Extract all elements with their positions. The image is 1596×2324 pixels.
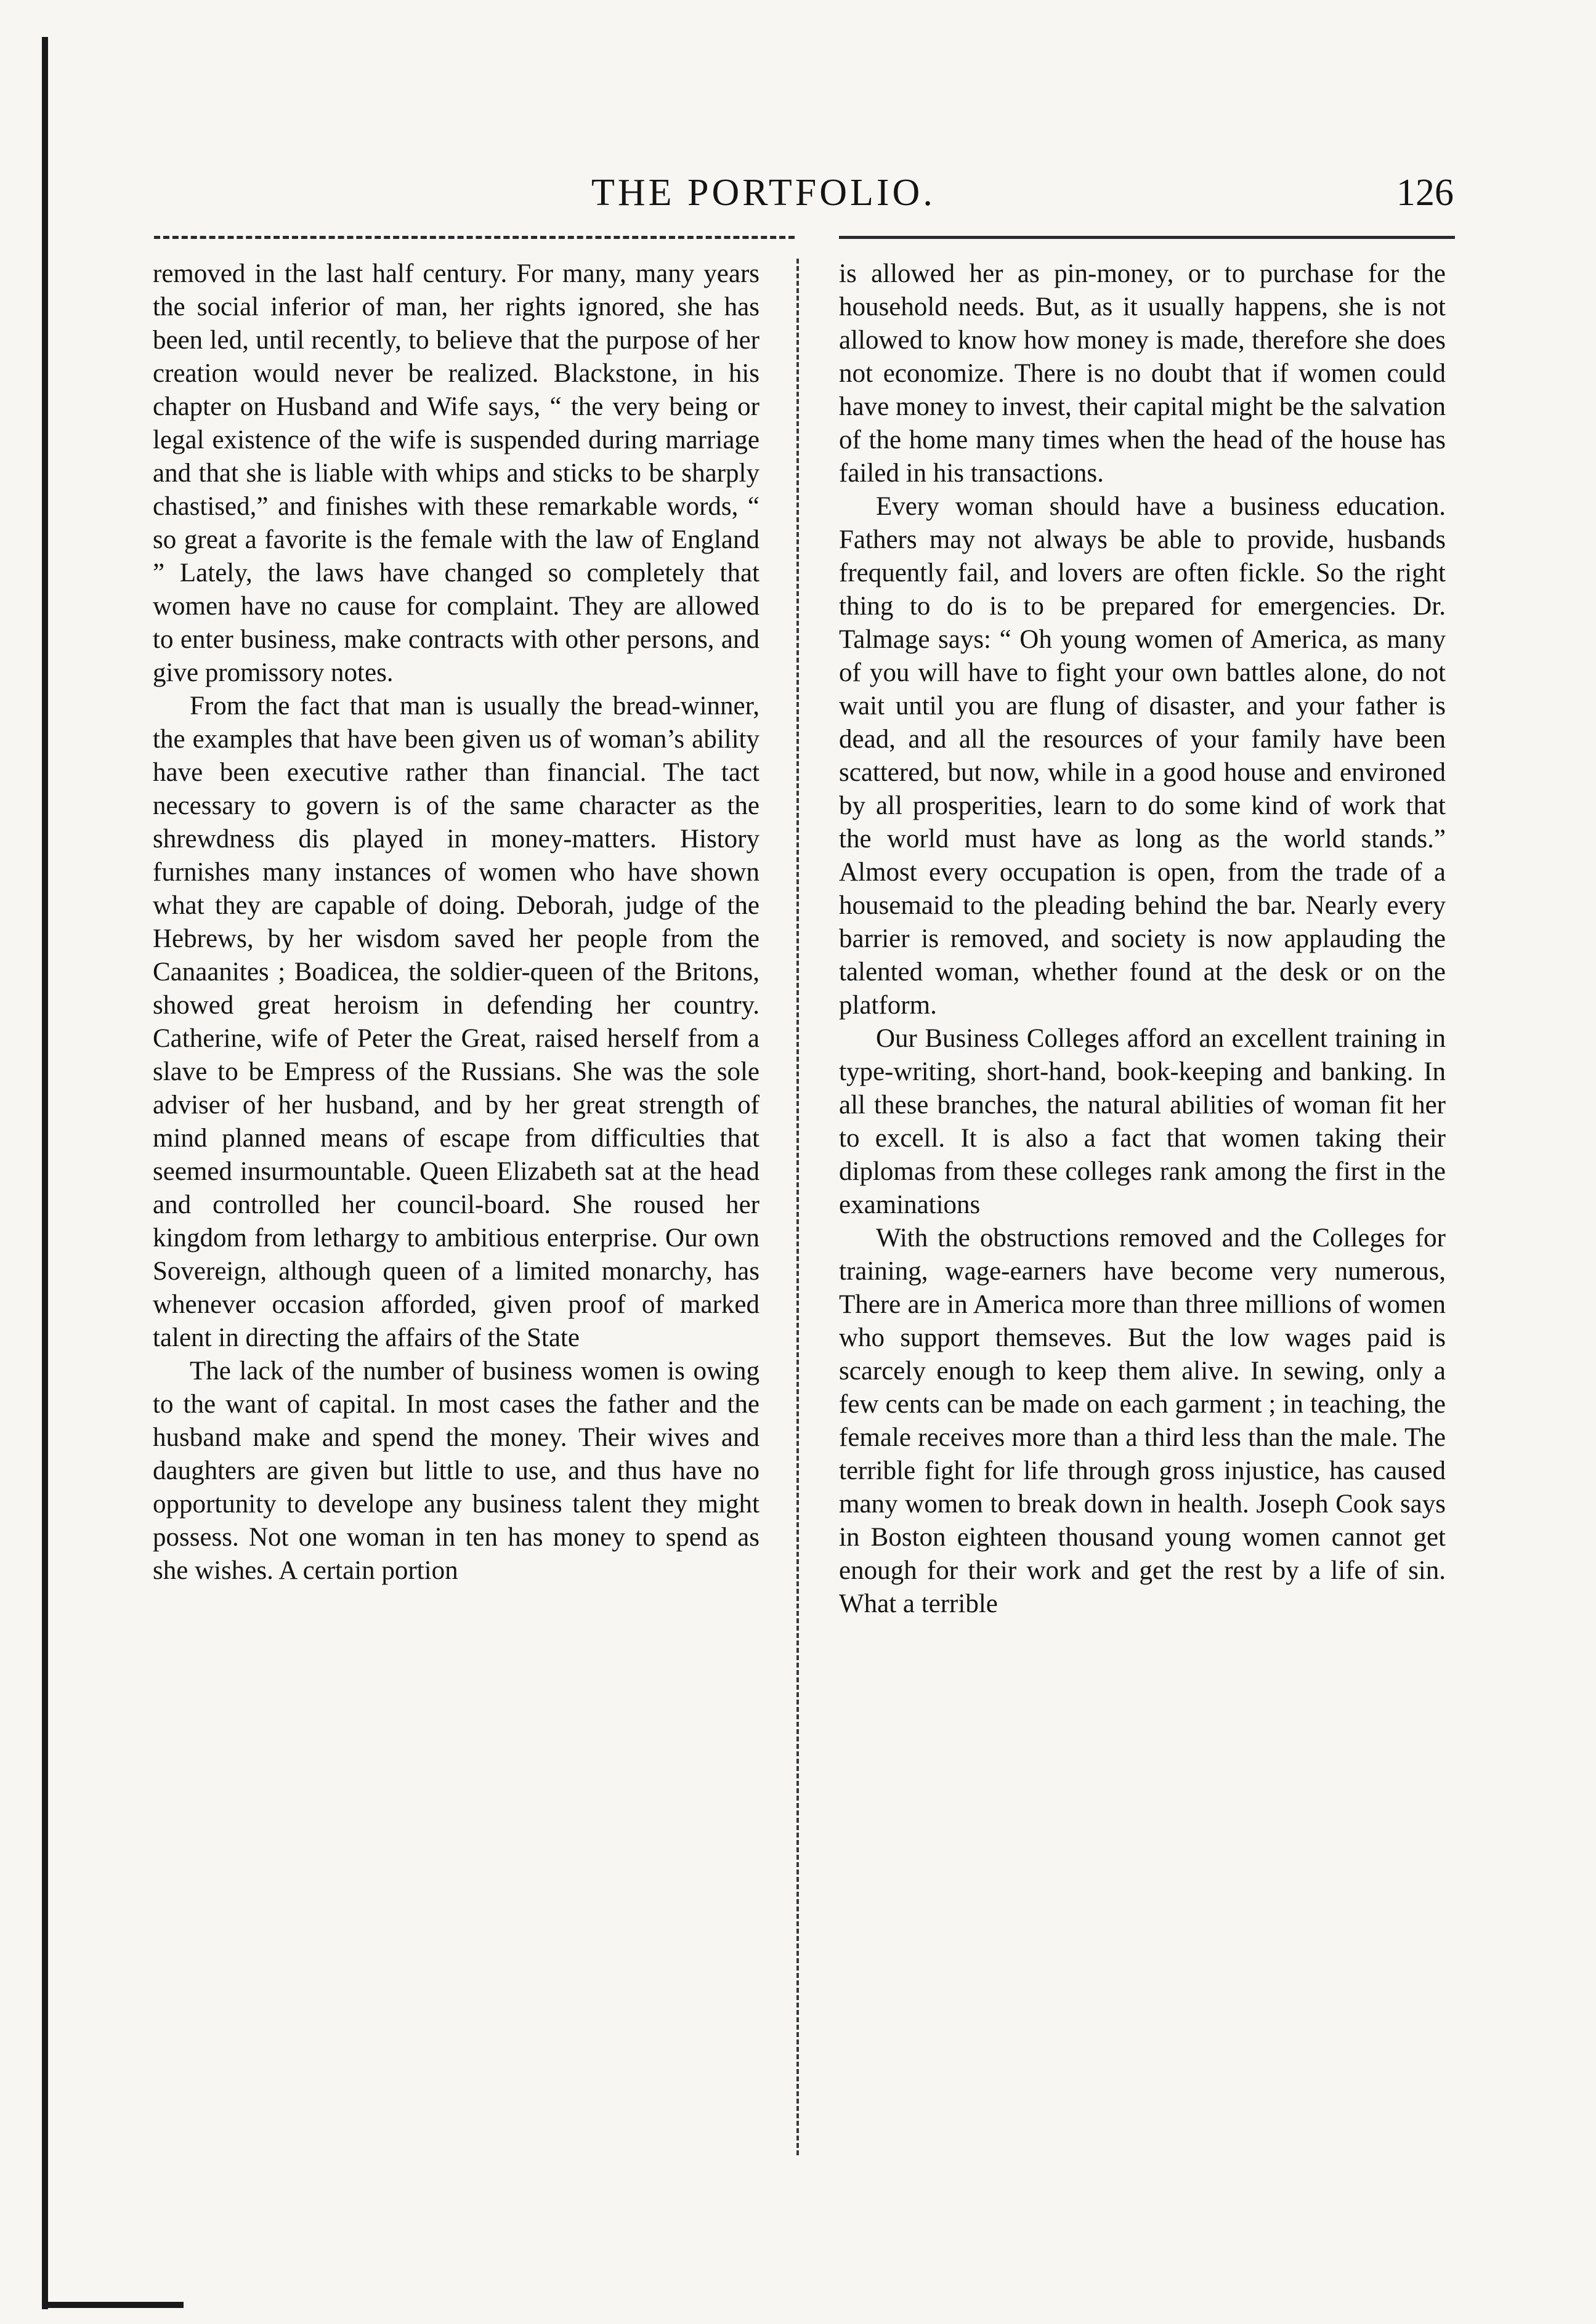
paragraph: removed in the last half century. For many, many years the social inferior of man, her rights ignored, she has been led, until recently, to believe that the purpose of her creation would never be realized. Blackstone, in his chapter on Husband and Wife says, “ the very being or legal existence of the wife is suspended during marriage and that she is liable with whips and sticks to be sharply chastised,” and finishes with these remarkable words, “ so great a favorite is the female with the law of England ” Lately, the laws have changed so completely that women have no cause for complaint. They are allowed to enter business, make contracts with other persons, and give promissory notes. [153, 259, 760, 687]
paragraph: is allowed her as pin-money, or to purchase for the household needs. But, as it usually happens, she is not allowed to know how money is made, therefore she does not economize. There is no doubt that if women could have money to invest, their capital might be the salvation of the home many times when the head of the house has failed in his transactions. [839, 259, 1446, 488]
page-number: 126 [1396, 172, 1454, 214]
scan-edge-corner [42, 2302, 184, 2308]
scan-edge-line [42, 37, 48, 2309]
header-rule-left [154, 236, 795, 239]
paragraph: Our Business Colleges afford an excellent training in type-writing, short-hand, book-keeping and banking. In all these branches, the natural abilities of woman fit her to excell. It is also a fact that women taking their diplomas from these colleges rank among the first in the examinations [839, 1024, 1446, 1219]
paragraph: The lack of the number of business women is owing to the want of capital. In most cases the father and the husband make and spend the money. Their wives and daughters are given but little to use, and thus have no opportunity to develope any business talent they might possess. Not one woman in ten has money to spend as she wishes. A certain portion [153, 1357, 760, 1585]
header-rule-right [839, 236, 1455, 239]
running-header-title: THE PORTFOLIO. [591, 172, 936, 214]
text-column-left [153, 257, 760, 2185]
paragraph: With the obstructions removed and the Colleges for training, wage-earners have become very numerous, There are in America more than three millions of women who support themseves. But the low wages paid is scarcely enough to keep them alive. In sewing, only a few cents can be made on each garment ; in teaching, the female receives more than a third less than the male. The terrible fight for life through gross injustice, has caused many women to break down in health. Joseph Cook says in Boston eighteen thousand young women cannot get enough for their work and get the rest by a life of sin. What a terrible [839, 1224, 1446, 1618]
paragraph: From the fact that man is usually the bread-winner, the examples that have been given us of woman’s ability have been executive rather than financial. The tact necessary to govern is of the same character as the shrewdness dis played in money-matters. History furnishes many instances of women who have shown what they are capable of doing. Deborah, judge of the Hebrews, by her wisdom saved her people from the Canaanites ; Boadicea, the soldier-queen of the Britons, showed great heroism in defending her country. Catherine, wife of Peter the Great, raised herself from a slave to be Empress of the Russians. She was the sole adviser of her husband, and by her great strength of mind planned means of escape from difficulties that seemed insurmountable. Queen Elizabeth sat at the head and controlled her council-board. She roused her kingdom from lethargy to ambitious enterprise. Our own Sovereign, although queen of a limited monarchy, has whenever occasion afforded, given proof of marked talent in directing the affairs of the State [153, 692, 760, 1352]
column-divider [796, 259, 799, 2155]
paragraph: Every woman should have a business education. Fathers may not always be able to provide, husbands frequently fail, and lovers are often fickle. So the right thing to do is to be prepared for emergencies. Dr. Talmage says: “ Oh young women of America, as many of you will have to fight your own battles alone, do not wait until you are flung of disaster, and your father is dead, and all the resources of your family have been scattered, but now, while in a good house and environed by all prosperities, learn to do some kind of work that the world must have as long as the world stands.” Almost every occupation is open, from the trade of a housemaid to the pleading behind the bar. Nearly every barrier is removed, and society is now applauding the talented woman, whether found at the desk or on the platform. [839, 492, 1446, 1020]
text-column-right [839, 257, 1446, 2185]
